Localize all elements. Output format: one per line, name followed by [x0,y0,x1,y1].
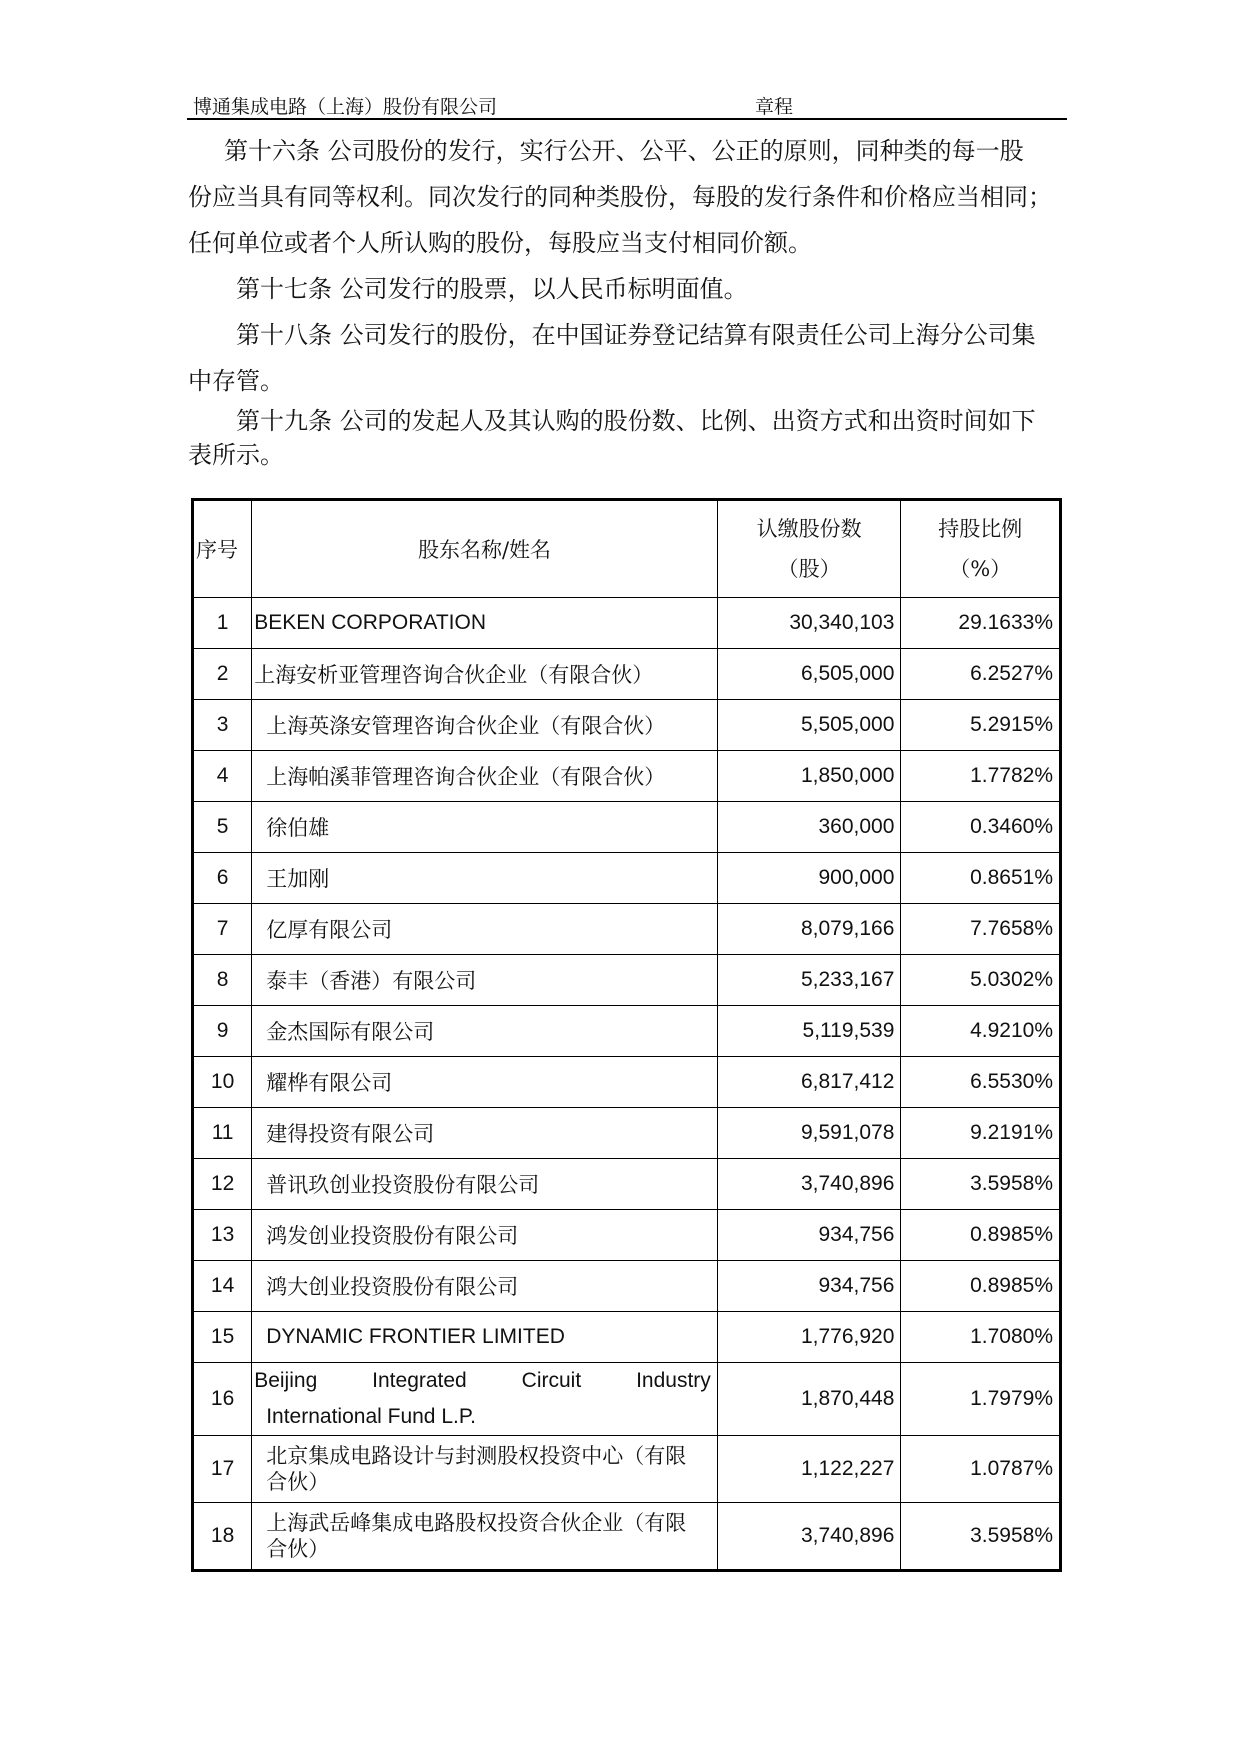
row-no: 6 [193,853,252,904]
row-no: 15 [193,1312,252,1363]
row-shares: 1,850,000 [717,751,901,802]
row-name: 王加刚 [252,853,718,904]
row-shares: 5,233,167 [717,955,901,1006]
row-no: 8 [193,955,252,1006]
row-shares: 6,505,000 [717,649,901,700]
row-shares: 900,000 [717,853,901,904]
row-shares: 934,756 [717,1210,901,1261]
table-row [193,1108,1061,1159]
header-no: 序号 [193,500,252,598]
row-name: 建得投资有限公司 [252,1108,718,1159]
shareholder-table [191,498,1062,1572]
row-ratio: 1.7979% [901,1363,1061,1436]
row-ratio: 0.8985% [901,1261,1061,1312]
row-shares: 5,119,539 [717,1006,901,1057]
row-ratio: 1.7080% [901,1312,1061,1363]
row-name: 亿厚有限公司 [252,904,718,955]
table-row [193,1503,1061,1571]
row-no: 14 [193,1261,252,1312]
row-ratio: 3.5958% [901,1159,1061,1210]
row-ratio: 5.2915% [901,700,1061,751]
row-ratio: 4.9210% [901,1006,1061,1057]
row-no: 17 [193,1436,252,1503]
table-row [193,649,1061,700]
row-ratio: 6.5530% [901,1057,1061,1108]
row-no: 2 [193,649,252,700]
table-row [193,1006,1061,1057]
row-name: 徐伯雄 [252,802,718,853]
row-shares: 9,591,078 [717,1108,901,1159]
row-name: BEKEN CORPORATION [252,598,718,649]
row-no: 3 [193,700,252,751]
row-no: 11 [193,1108,252,1159]
row-ratio: 29.1633% [901,598,1061,649]
table-row [193,1436,1061,1503]
row-name: 北京集成电路设计与封测股权投资中心（有限 合伙） [252,1436,718,1503]
table-header-row [193,500,1061,598]
row-ratio: 1.7782% [901,751,1061,802]
table-row [193,1210,1061,1261]
table-row [193,700,1061,751]
article-16: 第十六条 公司股份的发行，实行公开、公平、公正的原则，同种类的每一股 份应当具有同等权利。同次发行的同种类股份，每股的发行条件和价格应当相同； 任何单位或者个人所认购的股份，每股应当支付相同价额。 [188,137,1052,257]
row-ratio: 7.7658% [901,904,1061,955]
row-no: 1 [193,598,252,649]
row-no: 4 [193,751,252,802]
row-name: 上海武岳峰集成电路股权投资合伙企业（有限 合伙） [252,1503,718,1571]
row-name: Beijing Integrated Circuit Industry International Fund L.P. [252,1363,718,1436]
article-18: 第十八条 公司发行的股份，在中国证券登记结算有限责任公司上海分公司集 中存管。 [188,321,1036,395]
article-19: 第十九条 公司的发起人及其认购的股份数、比例、出资方式和出资时间如下 表所示。 [188,407,1036,469]
header-name: 股东名称/姓名 [252,500,718,598]
row-name: 鸿发创业投资股份有限公司 [252,1210,718,1261]
table-row [193,751,1061,802]
row-name: 泰丰（香港）有限公司 [252,955,718,1006]
table-row [193,1159,1061,1210]
header-shares: 认缴股份数 （股） [717,500,901,598]
row-name: 上海帕溪菲管理咨询合伙企业（有限合伙） [252,751,718,802]
row-no: 10 [193,1057,252,1108]
row-name: 上海安析亚管理咨询合伙企业（有限合伙） [252,649,718,700]
row-name: 鸿大创业投资股份有限公司 [252,1261,718,1312]
row-ratio: 6.2527% [901,649,1061,700]
table-row [193,1261,1061,1312]
table-row [193,1057,1061,1108]
row-shares: 360,000 [717,802,901,853]
row-shares: 934,756 [717,1261,901,1312]
row-ratio: 9.2191% [901,1108,1061,1159]
row-name: 上海英涤安管理咨询合伙企业（有限合伙） [252,700,718,751]
row-shares: 1,776,920 [717,1312,901,1363]
row-ratio: 3.5958% [901,1503,1061,1571]
row-ratio: 0.8985% [901,1210,1061,1261]
row-shares: 5,505,000 [717,700,901,751]
table-row [193,1312,1061,1363]
row-no: 9 [193,1006,252,1057]
page-header [187,88,1067,120]
header-company: 博通集成电路（上海）股份有限公司 [193,96,498,118]
row-name: 金杰国际有限公司 [252,1006,718,1057]
row-name: DYNAMIC FRONTIER LIMITED [252,1312,718,1363]
table-row [193,853,1061,904]
table-row [193,1363,1061,1436]
row-no: 5 [193,802,252,853]
row-ratio: 1.0787% [901,1436,1061,1503]
article-17: 第十七条 公司发行的股票，以人民币标明面值。 [236,275,748,303]
row-no: 13 [193,1210,252,1261]
row-shares: 3,740,896 [717,1159,901,1210]
header-doc-type: 章程 [755,96,794,118]
row-ratio: 0.3460% [901,802,1061,853]
row-shares: 8,079,166 [717,904,901,955]
row-no: 12 [193,1159,252,1210]
table-row [193,598,1061,649]
row-shares: 1,122,227 [717,1436,901,1503]
row-shares: 3,740,896 [717,1503,901,1571]
header-ratio: 持股比例 （%） [901,500,1061,598]
table-row [193,802,1061,853]
table-row [193,904,1061,955]
row-ratio: 5.0302% [901,955,1061,1006]
row-name: 耀桦有限公司 [252,1057,718,1108]
row-shares: 30,340,103 [717,598,901,649]
table-row [193,955,1061,1006]
row-no: 16 [193,1363,252,1436]
row-name: 普讯玖创业投资股份有限公司 [252,1159,718,1210]
row-no: 7 [193,904,252,955]
row-shares: 6,817,412 [717,1057,901,1108]
row-no: 18 [193,1503,252,1571]
row-shares: 1,870,448 [717,1363,901,1436]
row-ratio: 0.8651% [901,853,1061,904]
